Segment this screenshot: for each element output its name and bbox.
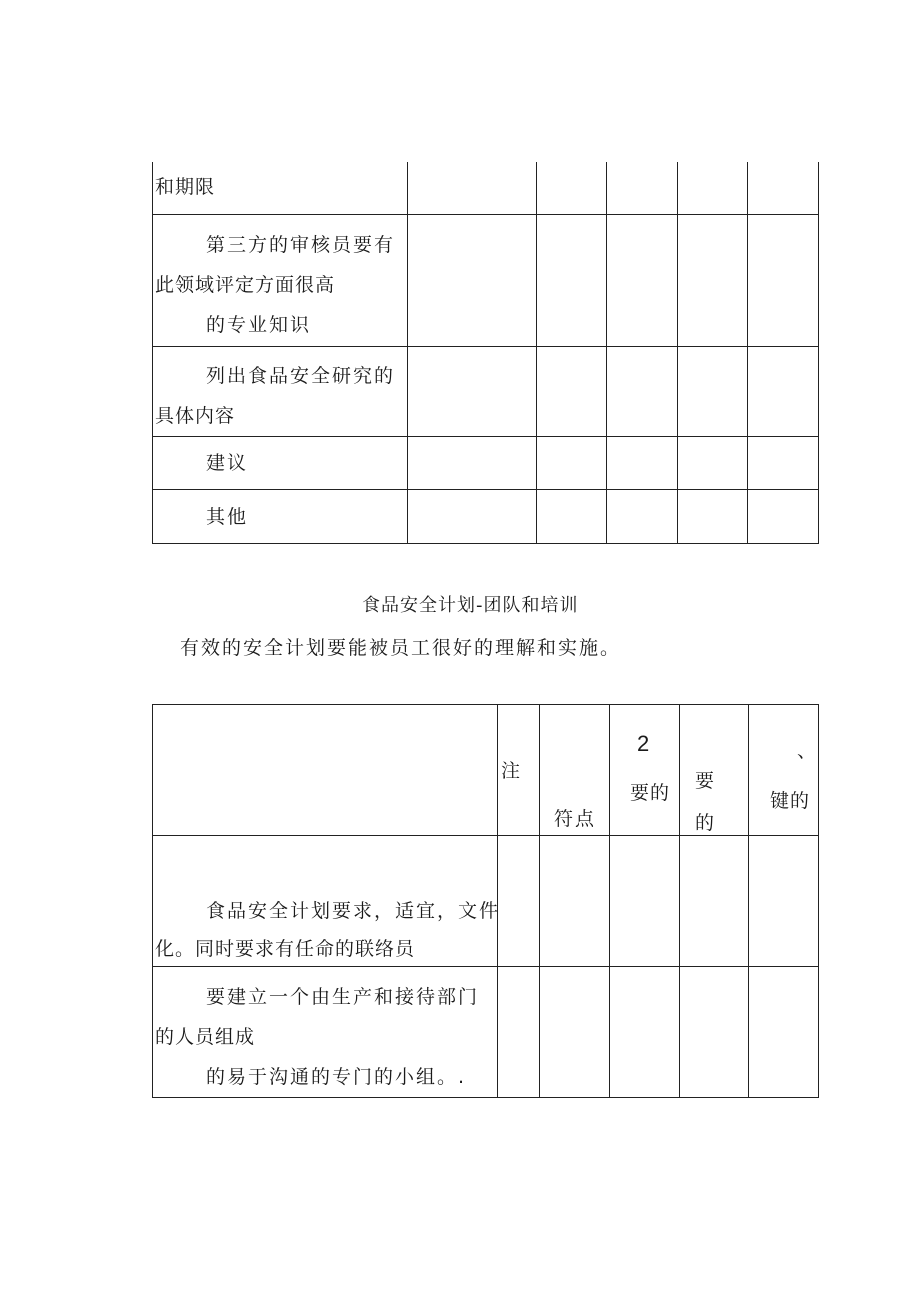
table-1-rule bbox=[152, 346, 819, 347]
table-2-header-col2: 注 bbox=[501, 760, 522, 782]
table-2-header-col4-text: 要的 bbox=[630, 782, 671, 804]
table-1-row-1-line-1: 此领域评定方面很高 bbox=[155, 274, 336, 296]
table-1-row-3-line-0: 建议 bbox=[206, 452, 249, 474]
table-2-row-1-line-0: 要建立一个由生产和接待部门 bbox=[206, 986, 480, 1008]
table-2-rule bbox=[152, 835, 819, 836]
table-1-row-2-line-0: 列出食品安全研究的 bbox=[206, 365, 396, 387]
table-2-col-rule bbox=[539, 704, 540, 1098]
table-1-col-rule bbox=[407, 162, 408, 544]
table-2-row-0-line-0: 食品安全计划要求，适宜，文件 bbox=[206, 900, 501, 922]
table-1-rule bbox=[152, 436, 819, 437]
table-1-rule bbox=[152, 489, 819, 490]
table-1-col-rule bbox=[677, 162, 678, 544]
table-2-header-col3: 符点 bbox=[554, 808, 597, 830]
table-1-col-rule bbox=[606, 162, 607, 544]
table-1-row-2-line-1: 具体内容 bbox=[155, 405, 236, 427]
table-1-col-rule bbox=[747, 162, 748, 544]
table-2-header-col5-bottom: 的 bbox=[695, 812, 716, 834]
section-title: 食品安全计划-团队和培训 bbox=[362, 595, 579, 616]
table-1-rule bbox=[152, 543, 819, 544]
table-2-col-rule bbox=[748, 704, 749, 1098]
table-2-header-col6-mark: 、 bbox=[797, 740, 818, 762]
table-2-col-rule bbox=[609, 704, 610, 1098]
table-1-rule bbox=[152, 214, 819, 215]
table-2-rule bbox=[152, 966, 819, 967]
table-2-row-1-line-1: 的人员组成 bbox=[155, 1026, 256, 1048]
table-2-row-1-line-2: 的易于沟通的专门的小组。. bbox=[206, 1066, 467, 1088]
table-2-header-col6-text: 键的 bbox=[770, 790, 811, 812]
table-2-col-rule bbox=[818, 704, 819, 1098]
table-1-row-0-line-0: 和期限 bbox=[155, 176, 216, 198]
table-1-col-rule bbox=[818, 162, 819, 544]
table-1-row-1-line-0: 第三方的审核员要有 bbox=[206, 234, 396, 256]
table-1-row-4-line-0: 其他 bbox=[206, 506, 249, 528]
table-1-col-rule bbox=[536, 162, 537, 544]
table-2-row-0-line-1: 化。同时要求有任命的联络员 bbox=[155, 938, 416, 960]
table-2-col-rule bbox=[679, 704, 680, 1098]
section-intro: 有效的安全计划要能被员工很好的理解和实施。 bbox=[180, 637, 622, 659]
table-2-rule bbox=[152, 704, 819, 705]
table-2-col-rule bbox=[152, 704, 153, 1098]
table-2-header-col5-top: 要 bbox=[695, 770, 716, 792]
table-2-header-col4-number: 2 bbox=[637, 731, 651, 756]
table-1-row-1-line-2: 的专业知识 bbox=[206, 314, 312, 336]
table-1-col-rule bbox=[152, 162, 153, 544]
table-2-rule bbox=[152, 1097, 819, 1098]
